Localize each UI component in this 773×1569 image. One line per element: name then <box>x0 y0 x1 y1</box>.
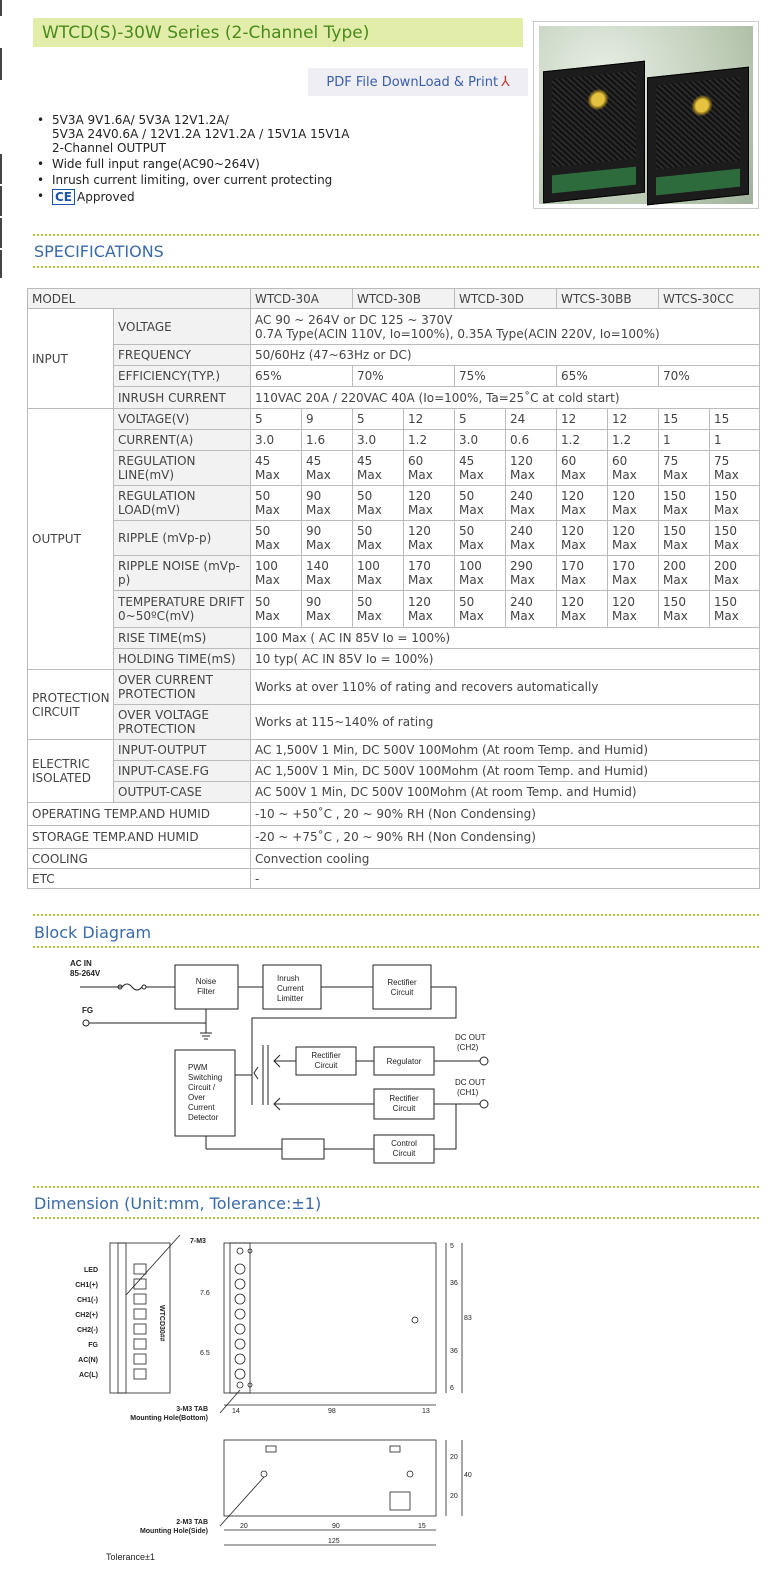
table-row <box>28 670 760 705</box>
wire <box>434 1104 456 1149</box>
cell-value: 75 Max <box>659 451 710 486</box>
pin-label: CH1(+) <box>75 1282 98 1289</box>
cell-value: 45 Max <box>302 451 353 486</box>
dim-label: 6 <box>450 1385 454 1392</box>
row-label: RISE TIME(mS) <box>114 628 251 649</box>
terminal-screw-icon <box>235 1294 245 1304</box>
cell-value: 1.2 <box>608 430 659 451</box>
feature-list <box>36 113 349 207</box>
pdf-download-label: PDF File DownLoad & Print <box>326 75 499 90</box>
pin-label: AC(L) <box>78 1372 98 1379</box>
cell-value: 100 Max <box>353 556 404 591</box>
cell-value: 5 <box>353 409 404 430</box>
cell-value: 100 Max <box>455 556 506 591</box>
dim-label: 6.5 <box>200 1350 210 1357</box>
cell-value: 150 Max <box>710 521 760 556</box>
cell-value: 60 Max <box>557 451 608 486</box>
case-side-outline <box>224 1440 436 1516</box>
ch2-label: (CH2) <box>457 1043 479 1052</box>
cell-value: 50 Max <box>455 591 506 628</box>
cell-value: 200 Max <box>710 556 760 591</box>
output-group-label: OUTPUT <box>28 409 114 670</box>
cell-value: 15 <box>710 409 760 430</box>
cell-value: 12 <box>557 409 608 430</box>
terminal-screw-icon <box>235 1324 245 1334</box>
ch1-label: (CH1) <box>457 1088 479 1097</box>
cell-value: 0.6 <box>506 430 557 451</box>
cell-value: 75 Max <box>710 451 760 486</box>
cell-value: 120 Max <box>506 451 557 486</box>
pwm-label: Circuit / <box>188 1083 216 1092</box>
table-row <box>28 628 760 649</box>
cell-value: 1.2 <box>404 430 455 451</box>
cell-value: Works at over 110% of rating and recovers automatically <box>251 670 760 705</box>
cell-value: 120 Max <box>608 486 659 521</box>
tolerance-label: Tolerance±1 <box>106 1552 155 1562</box>
pin-labels <box>75 1267 98 1379</box>
dim-label: 90 <box>332 1523 340 1530</box>
model-vertical-label: WTCD30## <box>158 1305 165 1342</box>
row-label: REGULATION LINE(mV) <box>114 451 251 486</box>
cell-value: 50 Max <box>353 486 404 521</box>
block-diagram <box>60 955 520 1165</box>
ce-mark-icon: CE <box>52 189 75 205</box>
cell-value: 120 Max <box>557 486 608 521</box>
side-terminal-icon <box>134 1324 146 1334</box>
feature-item <box>36 173 349 187</box>
cell-value: 1 <box>659 430 710 451</box>
left-edge-mark <box>0 186 2 216</box>
left-edge-mark <box>0 48 2 80</box>
dim-label: 20 <box>450 1493 458 1500</box>
psu-unit-left <box>543 61 645 204</box>
cell-value: 50 Max <box>455 521 506 556</box>
cell-value: AC 1,500V 1 Min, DC 500V 100Mohm (At room Temp. and Humid) <box>251 761 760 782</box>
cell-value: 12 <box>404 409 455 430</box>
cell-value: 15 <box>659 409 710 430</box>
pdf-icon: ⅄ <box>501 74 510 90</box>
cell-value: 50 Max <box>251 486 302 521</box>
input-voltage-value <box>251 309 760 345</box>
side-profile <box>118 1243 126 1393</box>
cell-value: 120 Max <box>557 591 608 628</box>
cell-value: - <box>251 869 760 889</box>
pwm-label: Over <box>188 1093 206 1102</box>
cell-value: Works at 115~140% of rating <box>251 705 760 740</box>
dim-label: 13 <box>422 1408 430 1415</box>
cell-value: 65% <box>251 366 353 387</box>
mounting-hole-icon <box>412 1317 418 1323</box>
dim-label: 14 <box>232 1408 240 1415</box>
model-name: WTCD-30A <box>251 289 353 309</box>
terminal-screw-icon <box>235 1309 245 1319</box>
noise-filter-label: Filter <box>197 987 215 996</box>
table-row <box>28 649 760 670</box>
feature-text: Approved <box>77 190 135 204</box>
feature-text: Wide full input range(AC90~264V) <box>52 157 260 171</box>
divider <box>33 946 759 948</box>
cell-value: 3.0 <box>251 430 302 451</box>
cell-value: AC 500V 1 Min, DC 500V 100Mohm (At room Temp. and Humid) <box>251 782 760 803</box>
table-row <box>28 521 760 556</box>
vent-icon <box>390 1446 400 1452</box>
model-name: WTCS-30BB <box>557 289 659 309</box>
row-label: STORAGE TEMP.AND HUMID <box>28 826 251 849</box>
cell-value: 120 Max <box>608 591 659 628</box>
rectifier-label: Circuit <box>314 1061 338 1070</box>
table-row <box>28 705 760 740</box>
cell-value: 240 Max <box>506 486 557 521</box>
terminal-block <box>230 1243 250 1393</box>
feature-item <box>36 157 349 171</box>
specifications-heading: SPECIFICATIONS <box>34 242 164 261</box>
cell-value: AC 1,500V 1 Min, DC 500V 100Mohm (At room Temp. and Humid) <box>251 740 760 761</box>
table-row <box>28 591 760 628</box>
cell-value: 170 Max <box>404 556 455 591</box>
cell-value: 1.2 <box>557 430 608 451</box>
cell-value: 70% <box>659 366 760 387</box>
terminal-screw-icon <box>235 1354 245 1364</box>
vent-icon <box>266 1446 276 1452</box>
rectifier-box-1 <box>373 965 431 1009</box>
table-row <box>28 387 760 409</box>
pin-label: CH2(+) <box>75 1312 98 1319</box>
row-label: INPUT-CASE.FG <box>114 761 251 782</box>
dc-out-label: DC OUT <box>455 1078 486 1087</box>
side-terminal-icon <box>134 1264 146 1274</box>
cell-value: 100 Max ( AC IN 85V Io = 100%) <box>251 628 760 649</box>
cell-value: 240 Max <box>506 591 557 628</box>
psu-mesh <box>656 77 740 170</box>
screw-label: 7-M3 <box>190 1238 206 1245</box>
page-title-bar <box>33 18 523 47</box>
row-label: INPUT-OUTPUT <box>114 740 251 761</box>
terminal-screw-icon <box>235 1339 245 1349</box>
leader-line <box>220 1477 264 1526</box>
input-group-label: INPUT <box>28 309 114 409</box>
inrush-label: Inrush <box>277 974 300 983</box>
cell-value: 140 Max <box>302 556 353 591</box>
cell-value: 240 Max <box>506 521 557 556</box>
cell-value: 120 Max <box>404 591 455 628</box>
row-label: OUTPUT-CASE <box>114 782 251 803</box>
table-row <box>28 556 760 591</box>
optocoupler-icon <box>282 1139 324 1159</box>
cell-value: 90 Max <box>302 521 353 556</box>
cell-value: 45 Max <box>353 451 404 486</box>
pin-label: LED <box>84 1267 98 1274</box>
psu-terminal <box>656 169 740 196</box>
cell-text: AC 90 ~ 264V or DC 125 ~ 370V <box>255 312 453 327</box>
cell-value: 12 <box>608 409 659 430</box>
model-name: WTCD-30B <box>353 289 455 309</box>
psu-mesh <box>552 71 636 168</box>
cell-value: 5 <box>251 409 302 430</box>
cell-value: 120 Max <box>404 486 455 521</box>
table-row <box>28 409 760 430</box>
row-label: ETC <box>28 869 251 889</box>
vent-slots-icon <box>390 1492 410 1510</box>
screw-icon <box>237 1382 243 1388</box>
mounting-hole-icon <box>261 1471 267 1477</box>
cell-value: 45 Max <box>251 451 302 486</box>
row-label: TEMPERATURE DRIFT 0~50ºC(mV) <box>114 591 251 628</box>
screw-icon <box>237 1248 243 1254</box>
rectifier-label: Circuit <box>390 988 414 997</box>
table-row <box>28 309 760 345</box>
dc-out-label: DC OUT <box>455 1033 486 1042</box>
left-edge-mark <box>0 0 2 16</box>
cell-value: 150 Max <box>659 486 710 521</box>
row-label: REGULATION LOAD(mV) <box>114 486 251 521</box>
tab-bottom-label: Mounting Hole(Bottom) <box>130 1415 208 1422</box>
noise-filter-label: Noise <box>195 977 217 986</box>
row-label: VOLTAGE(V) <box>114 409 251 430</box>
feature-item <box>36 113 349 155</box>
feature-text: 2-Channel OUTPUT <box>52 141 166 155</box>
cell-value: 50 Max <box>251 591 302 628</box>
case-outline <box>224 1243 436 1393</box>
side-terminal-icon <box>134 1369 146 1379</box>
terminal-screw-icon <box>235 1264 245 1274</box>
psu-unit-right <box>647 67 749 206</box>
row-label: VOLTAGE <box>114 309 251 345</box>
psu-terminal <box>552 167 636 194</box>
cell-value: 90 Max <box>302 486 353 521</box>
feature-text: Inrush current limiting, over current protecting <box>52 173 333 187</box>
side-terminal-icon <box>134 1309 146 1319</box>
cell-value: 150 Max <box>659 591 710 628</box>
table-row <box>28 849 760 869</box>
pdf-download-button[interactable] <box>308 68 528 96</box>
pin-label: FG <box>88 1342 98 1349</box>
cell-value: 3.0 <box>353 430 404 451</box>
cell-value: 170 Max <box>557 556 608 591</box>
row-label: EFFICIENCY(TYP.) <box>114 366 251 387</box>
cell-value: 170 Max <box>608 556 659 591</box>
cell-value: 150 Max <box>710 591 760 628</box>
fg-terminal-icon <box>83 1020 89 1026</box>
pwm-label: Switching <box>188 1073 223 1082</box>
regulator-label: Regulator <box>386 1057 422 1066</box>
divider <box>33 234 759 236</box>
terminal-screw-icon <box>235 1279 245 1289</box>
cell-value: 70% <box>353 366 455 387</box>
cell-value: 10 typ( AC IN 85V Io = 100%) <box>251 649 760 670</box>
dim-label: 20 <box>240 1523 248 1530</box>
row-label: OVER CURRENT PROTECTION <box>114 670 251 705</box>
dim-label: 36 <box>450 1348 458 1355</box>
tab-side-label: 2-M3 TAB <box>176 1519 208 1526</box>
control-label: Control <box>391 1139 417 1148</box>
product-image <box>533 21 759 209</box>
model-name: WTCS-30CC <box>659 289 760 309</box>
protection-group-label: PROTECTION CIRCUIT <box>28 670 114 740</box>
row-label: OPERATING TEMP.AND HUMID <box>28 803 251 826</box>
pwm-label: Current <box>188 1103 215 1112</box>
table-row <box>28 826 760 849</box>
cell-value: 1 <box>710 430 760 451</box>
cell-value: 120 Max <box>404 521 455 556</box>
table-row <box>28 761 760 782</box>
cell-value: 50 Max <box>353 591 404 628</box>
psu-label <box>584 87 612 112</box>
cell-value: 200 Max <box>659 556 710 591</box>
cell-value: 120 Max <box>608 521 659 556</box>
cell-value: 150 Max <box>659 521 710 556</box>
cell-value: 65% <box>557 366 659 387</box>
terminal-screws <box>134 1264 245 1379</box>
table-row <box>28 451 760 486</box>
side-terminal-icon <box>134 1354 146 1364</box>
row-label: CURRENT(A) <box>114 430 251 451</box>
cell-value: 50 Max <box>353 521 404 556</box>
cell-value: 290 Max <box>506 556 557 591</box>
cell-value: 60 Max <box>608 451 659 486</box>
model-label: MODEL <box>28 289 251 309</box>
tab-side-label: Mounting Hole(Side) <box>139 1528 208 1535</box>
cell-value: 90 Max <box>302 591 353 628</box>
terminal-icon <box>142 985 146 989</box>
cell-value: 75% <box>455 366 557 387</box>
cell-value: 5 <box>455 409 506 430</box>
table-row <box>28 803 760 826</box>
divider <box>33 266 759 268</box>
block-diagram-heading: Block Diagram <box>34 923 152 942</box>
isolation-group-label: ELECTRIC ISOLATED <box>28 740 114 803</box>
cell-value: 45 Max <box>455 451 506 486</box>
side-terminal-icon <box>134 1294 146 1304</box>
pin-label: CH1(-) <box>77 1297 98 1304</box>
cell-value: 3.0 <box>455 430 506 451</box>
table-row <box>28 366 760 387</box>
model-name: WTCD-30D <box>455 289 557 309</box>
divider <box>33 1217 759 1219</box>
table-row <box>28 486 760 521</box>
control-label: Circuit <box>392 1149 416 1158</box>
pwm-label: Detector <box>188 1113 219 1122</box>
row-label: FREQUENCY <box>114 345 251 366</box>
cell-value: 1.6 <box>302 430 353 451</box>
cell-value: -10 ~ +50˚C , 20 ~ 90% RH (Non Condensing) <box>251 803 760 826</box>
dim-label: 15 <box>418 1523 426 1530</box>
row-label: OVER VOLTAGE PROTECTION <box>114 705 251 740</box>
dim-label: 7.6 <box>200 1290 210 1297</box>
dimension-heading: Dimension (Unit:mm, Tolerance:±1) <box>34 1194 322 1213</box>
cell-value: 110VAC 20A / 220VAC 40A (Io=100%, Ta=25˚C at cold start) <box>251 387 760 409</box>
feature-text: • 5V3A 9V1.6A/ 5V3A 12V1.2A/ <box>52 113 229 127</box>
dim-label: 83 <box>464 1315 472 1322</box>
psu-label <box>688 93 716 118</box>
cell-value: 9 <box>302 409 353 430</box>
mounting-hole-icon <box>407 1471 413 1477</box>
dim-label: 98 <box>328 1408 336 1415</box>
rectifier-label: Circuit <box>392 1104 416 1113</box>
page-title: WTCD(S)-30W Series (2-Channel Type) <box>42 23 370 43</box>
dimension-top-view <box>60 1235 480 1430</box>
row-label: INRUSH CURRENT <box>114 387 251 409</box>
table-row <box>28 430 760 451</box>
divider <box>33 914 759 916</box>
row-label: COOLING <box>28 849 251 869</box>
row-label: HOLDING TIME(mS) <box>114 649 251 670</box>
pin-label: AC(N) <box>78 1357 98 1364</box>
cell-value: 150 Max <box>710 486 760 521</box>
cell-value: 120 Max <box>557 521 608 556</box>
cell-value: 24 <box>506 409 557 430</box>
dim-label: 125 <box>328 1538 340 1545</box>
cell-value: -20 ~ +75˚C , 20 ~ 90% RH (Non Condensing) <box>251 826 760 849</box>
transformer-icon <box>254 1067 258 1079</box>
left-edge-mark <box>0 154 2 184</box>
dim-label: 36 <box>450 1280 458 1287</box>
dim-label: 5 <box>450 1243 454 1250</box>
pin-label: CH2(-) <box>77 1327 98 1334</box>
dc-out-terminal-icon <box>480 1057 488 1065</box>
specifications-table <box>27 288 760 889</box>
pwm-label: PWM <box>188 1063 208 1072</box>
table-row <box>28 740 760 761</box>
divider <box>33 1186 759 1188</box>
side-terminal-icon <box>134 1339 146 1349</box>
table-row <box>28 782 760 803</box>
tab-bottom-label: 3-M3 TAB <box>176 1406 208 1413</box>
cell-value: 50/60Hz (47~63Hz or DC) <box>251 345 760 366</box>
feature-text: 5V3A 24V0.6A / 12V1.2A 12V1.2A / 15V1A 15V1A <box>52 127 350 141</box>
ac-in-label: AC IN <box>70 959 92 968</box>
cell-value: 50 Max <box>251 521 302 556</box>
table-row <box>28 869 760 889</box>
terminal-screw-icon <box>235 1369 245 1379</box>
dim-label: 20 <box>450 1454 458 1461</box>
rectifier-label: Rectifier <box>387 978 417 987</box>
dimension-side-view <box>60 1432 480 1567</box>
cell-value: 100 Max <box>251 556 302 591</box>
cell-value: 50 Max <box>455 486 506 521</box>
inrush-label: Current <box>277 984 304 993</box>
table-row <box>28 345 760 366</box>
fg-label: FG <box>82 1006 94 1015</box>
row-label: RIPPLE NOISE (mVp-p) <box>114 556 251 591</box>
row-label: RIPPLE (mVp-p) <box>114 521 251 556</box>
cell-text: 0.7A Type(ACIN 110V, Io=100%), 0.35A Type(ACIN 220V, Io=100%) <box>255 326 660 341</box>
rectifier-label: Rectifier <box>311 1051 341 1060</box>
left-edge-mark <box>0 250 2 278</box>
fuse-icon <box>122 984 142 990</box>
cell-value: 60 Max <box>404 451 455 486</box>
feature-item <box>36 189 349 205</box>
table-header-row <box>28 289 760 309</box>
product-photo <box>539 26 753 204</box>
left-edge-mark <box>0 218 2 248</box>
rectifier-label: Rectifier <box>389 1094 419 1103</box>
dim-label: 40 <box>464 1472 472 1479</box>
dc-out-terminal-icon <box>480 1100 488 1108</box>
ac-range-label: 85-264V <box>70 969 101 978</box>
cell-value: Convection cooling <box>251 849 760 869</box>
inrush-label: Limitter <box>277 994 304 1003</box>
